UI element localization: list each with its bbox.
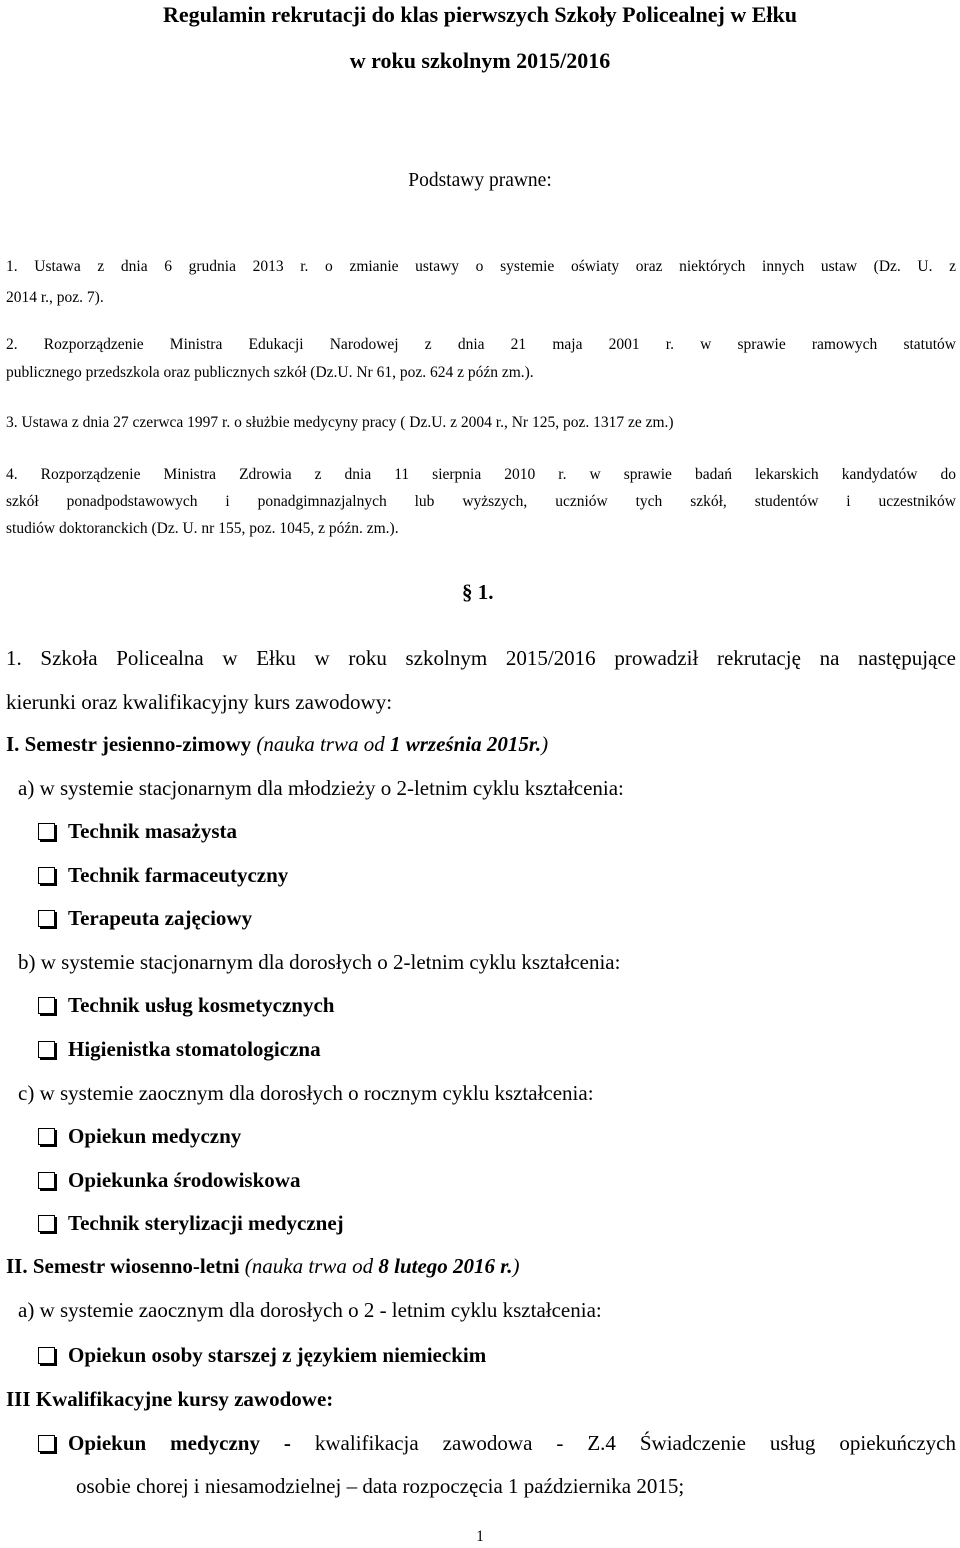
legal-item-2-line2: publicznego przedszkola oraz publicznych szkół (Dz.U. Nr 61, poz. 624 z późn zm.). <box>6 364 534 381</box>
legal-item-4-line1: 4. Rozporządzenie Ministra Zdrowia z dnia 11 sierpnia 2010 r. w sprawie badań lekarskich kandydatów do <box>6 466 956 483</box>
intro-line1: 1. Szkoła Policealna w Ełku w roku szkolnym 2015/2016 prowadził rekrutację na następujące <box>6 646 956 670</box>
program-item: Opiekunka środowiskowa <box>68 1168 301 1192</box>
program-item: Technik usług kosmetycznych <box>68 993 335 1017</box>
checkbox-icon <box>38 867 55 884</box>
checkbox-icon <box>38 910 55 927</box>
program-item: Higienistka stomatologiczna <box>68 1037 321 1061</box>
semester2-heading: II. Semestr wiosenno-letni (nauka trwa od 8 lutego 2016 r.) <box>6 1254 520 1278</box>
checkbox-icon <box>38 823 55 840</box>
semester2-a-label: a) w systemie zaocznym dla dorosłych o 2 - letnim cyklu kształcenia: <box>18 1298 602 1322</box>
document-title-line2: w roku szkolnym 2015/2016 <box>349 48 611 73</box>
intro-line2: kierunki oraz kwalifikacyjny kurs zawodowy: <box>6 690 393 714</box>
checkbox-icon <box>38 1347 55 1364</box>
semester1-c-label: c) w systemie zaocznym dla dorosłych o rocznym cyklu kształcenia: <box>18 1081 594 1105</box>
course-item-line1: Opiekun medyczny - kwalifikacja zawodowa - Z.4 Świadczenie usług opiekuńczych <box>68 1431 957 1455</box>
legal-item-4-line2: szkół ponadpodstawowych i ponadgimnazjalnych lub wyższych, uczniów tych szkół, studentów i uczestników <box>6 493 956 510</box>
legal-item-1-line1: 1. Ustawa z dnia 6 grudnia 2013 r. o zmianie ustawy o systemie oświaty oraz niektórych innych ustaw (Dz. U. z <box>6 258 956 275</box>
legal-item-4-line3: studiów doktoranckich (Dz. U. nr 155, poz. 1045, z późn. zm.). <box>6 520 399 537</box>
program-item: Terapeuta zajęciowy <box>68 906 253 930</box>
legal-item-2-line1: 2. Rozporządzenie Ministra Edukacji Narodowej z dnia 21 maja 2001 r. w sprawie ramowych statutów <box>6 336 956 353</box>
semester1-b-label: b) w systemie stacjonarnym dla dorosłych o 2-letnim cyklu kształcenia: <box>18 950 621 974</box>
checkbox-icon <box>38 1128 55 1145</box>
legal-item-3: 3. Ustawa z dnia 27 czerwca 1997 r. o służbie medycyny pracy ( Dz.U. z 2004 r., Nr 125, poz. 1317 ze zm.) <box>6 414 674 431</box>
courses-heading: III Kwalifikacyjne kursy zawodowe: <box>6 1387 334 1411</box>
legal-basis-heading: Podstawy prawne: <box>408 170 552 191</box>
program-item: Technik sterylizacji medycznej <box>68 1211 344 1235</box>
legal-item-1-line2: 2014 r., poz. 7). <box>6 289 104 306</box>
course-item-line2: osobie chorej i niesamodzielnej – data rozpoczęcia 1 października 2015; <box>76 1474 685 1498</box>
program-item: Technik farmaceutyczny <box>68 863 289 887</box>
page-number: 1 <box>476 1528 484 1545</box>
program-item: Opiekun osoby starszej z językiem niemieckim <box>68 1343 487 1367</box>
section-mark: § 1. <box>462 580 494 604</box>
checkbox-icon <box>38 997 55 1014</box>
program-item: Opiekun medyczny <box>68 1124 242 1148</box>
checkbox-icon <box>38 1172 55 1189</box>
semester1-a-label: a) w systemie stacjonarnym dla młodzieży o 2-letnim cyklu kształcenia: <box>18 776 624 800</box>
semester1-heading: I. Semestr jesienno-zimowy (nauka trwa od 1 września 2015r.) <box>6 732 549 756</box>
checkbox-icon <box>38 1435 55 1452</box>
checkbox-icon <box>38 1215 55 1232</box>
checkbox-icon <box>38 1041 55 1058</box>
document-title-line1: Regulamin rekrutacji do klas pierwszych Szkoły Policealnej w Ełku <box>163 2 797 27</box>
program-item: Technik masażysta <box>68 819 237 843</box>
